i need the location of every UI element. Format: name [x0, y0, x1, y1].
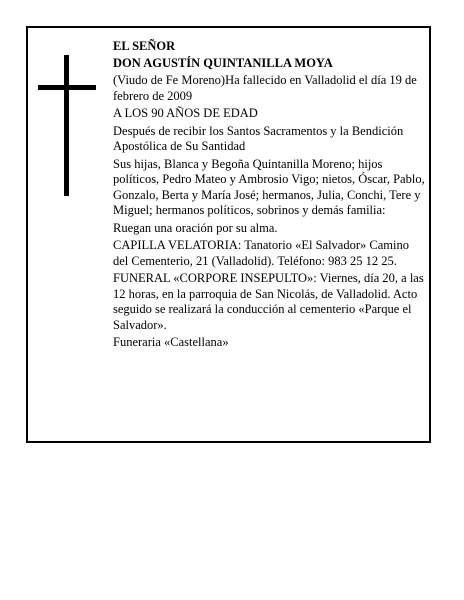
- death-announcement: (Viudo de Fe Moreno)Ha fallecido en Valladolid el día 19 de febrero de 2009: [113, 73, 417, 103]
- notice-body: [113, 37, 425, 353]
- age-line: A LOS 90 AÑOS DE EDAD: [113, 106, 258, 120]
- family-list: Sus hijas, Blanca y Begoña Quintanilla Moreno; hijos políticos, Pedro Mateo y Ambrosio Vigo; nietos, Óscar, Pablo, Gonzalo, Berta y María José; hermanos, Julia, Conchi, Tere y Miguel; hermanos políticos, sobrinos y demás familia:: [113, 156, 425, 217]
- sacraments-line: Después de recibir los Santos Sacramentos y la Bendición Apostólica de Su Santidad: [113, 123, 404, 153]
- deceased-name: DON AGUSTÍN QUINTANILLA MOYA: [113, 55, 333, 70]
- funeral-info: FUNERAL «CORPORE INSEPULTO»: Viernes, día 20, a las 12 horas, en la parroquia de San Nicolás, de Valladolid. Acto seguido se realizará la conducción al cementerio «Parque el Salvador».: [113, 271, 424, 332]
- cross-vertical-bar: [64, 55, 69, 196]
- cross-horizontal-bar: [38, 85, 96, 90]
- funeral-home: Funeraria «Castellana»: [113, 335, 229, 349]
- chapel-info: CAPILLA VELATORIA: Tanatorio «El Salvador» Camino del Cementerio, 21 (Valladolid). Teléfono: 983 25 12 25.: [113, 238, 409, 268]
- prayer-request: Ruegan una oración por su alma.: [113, 220, 278, 235]
- notice-title: EL SEÑOR: [113, 39, 176, 53]
